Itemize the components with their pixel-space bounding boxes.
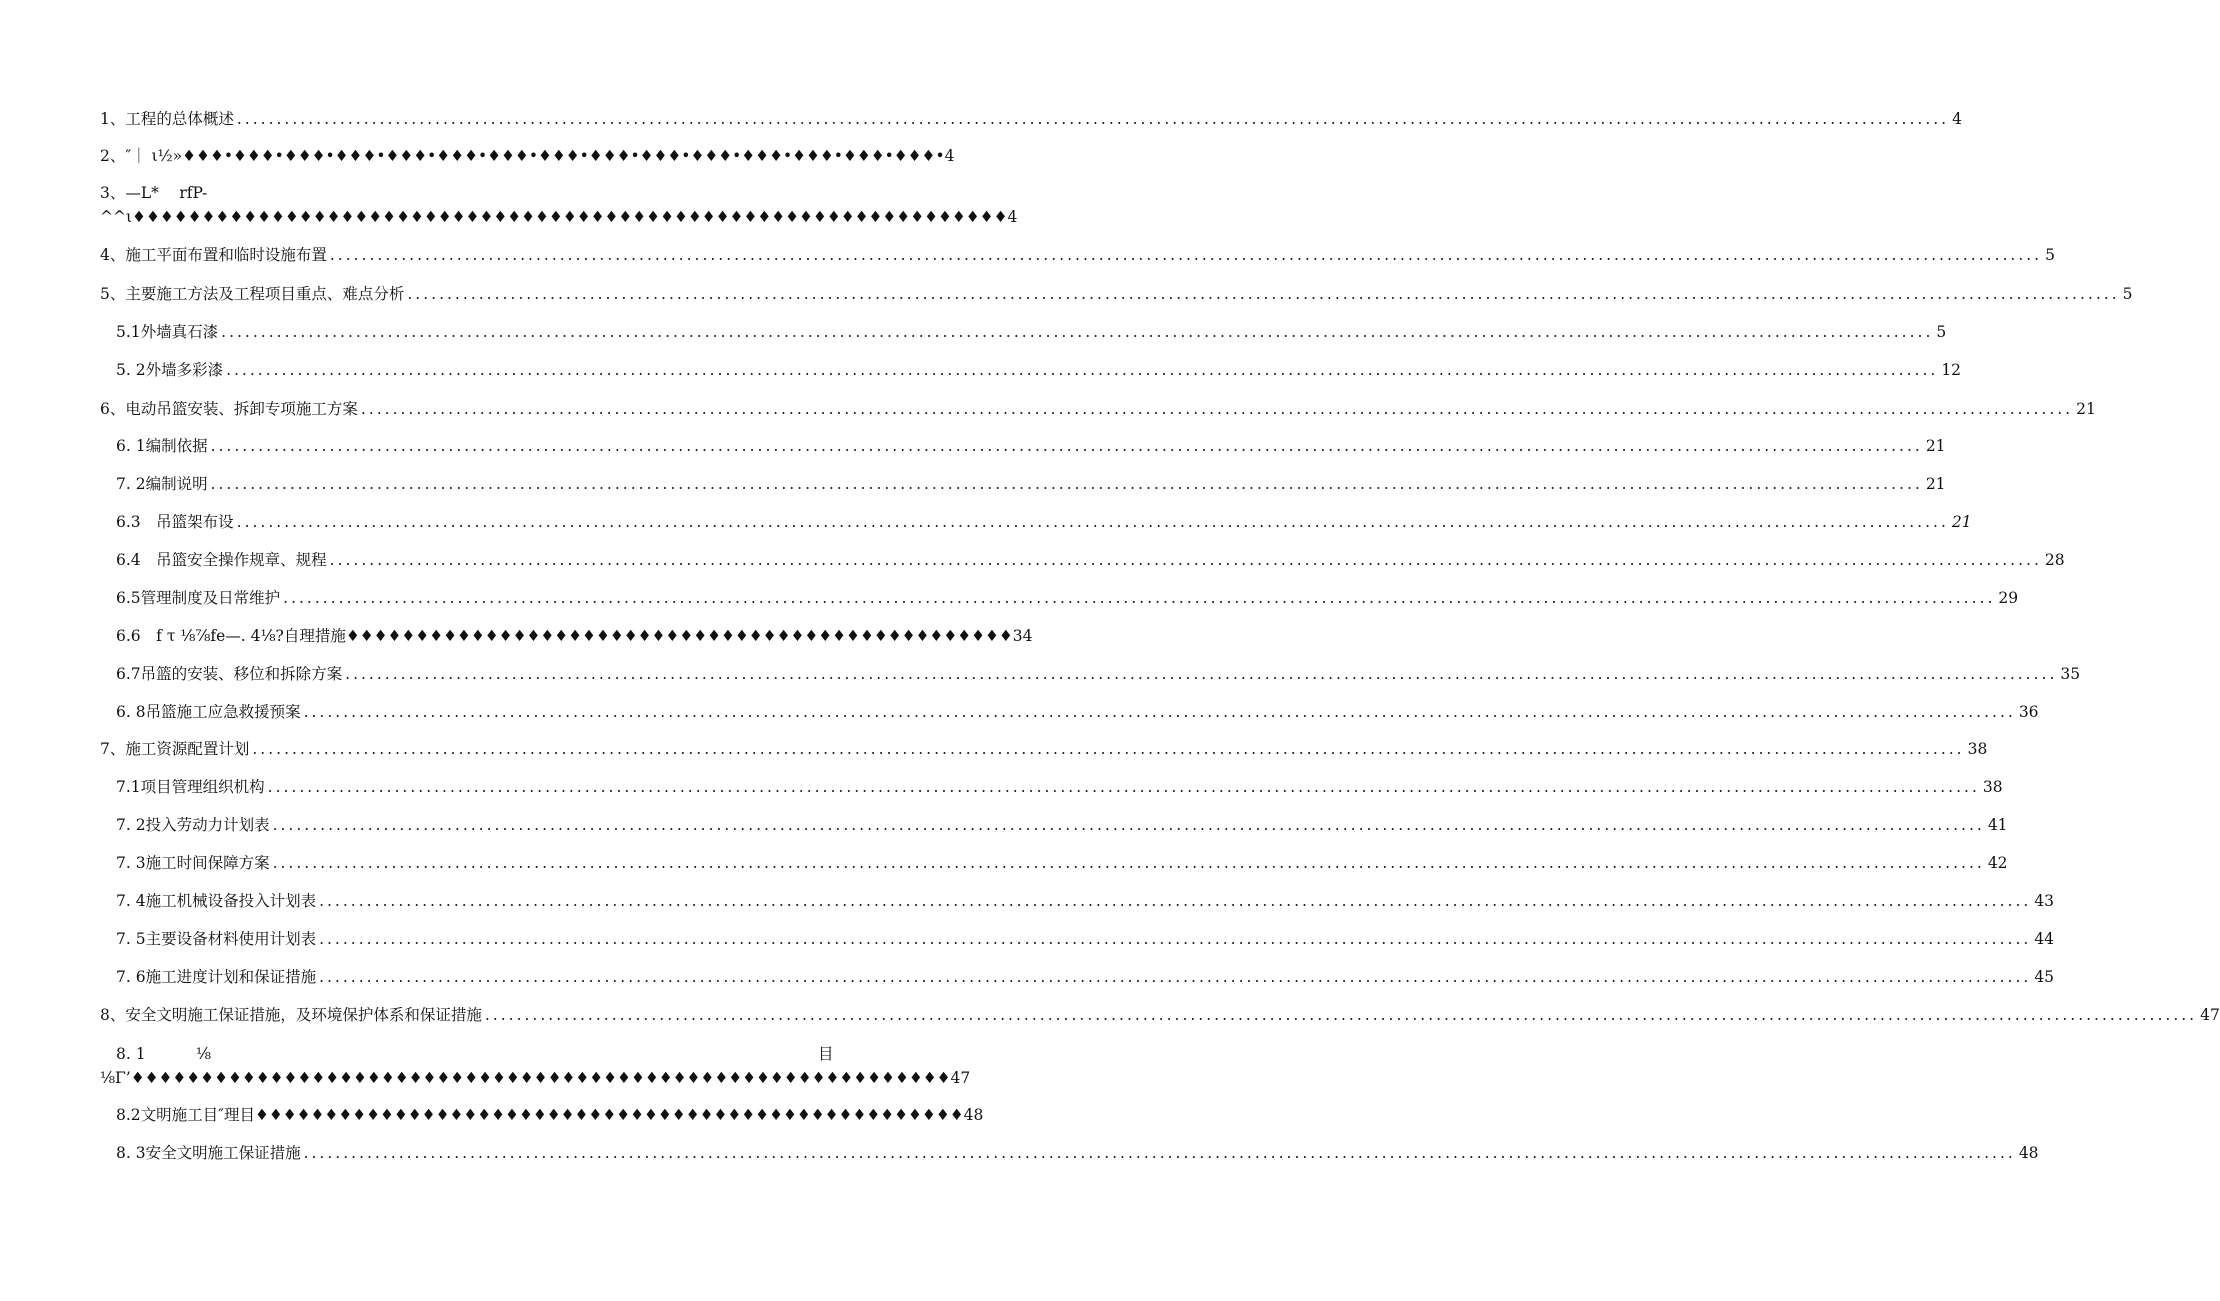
toc-entry-6[interactable]: 6、电动吊篮安装、拆卸专项施工方案 ..... 21 <box>100 397 834 421</box>
toc-entry-7-2a[interactable]: 7. 2编制说明 ..... 21 <box>116 472 834 496</box>
toc-entry-7-6[interactable]: 7. 6施工进度计划和保证措施 ..... 45 <box>116 965 834 989</box>
dot-leader <box>211 434 1923 458</box>
toc-entry-1[interactable]: 1、工程的总体概述 ..... 4 <box>100 107 834 131</box>
toc-entry-8-3[interactable]: 8. 3安全文明施工保证措施 ..... 48 <box>116 1141 834 1165</box>
dot-leader <box>319 889 2031 913</box>
dot-leader <box>304 1141 2016 1165</box>
toc-entry-7-2[interactable]: 7. 2投入劳动力计划表 ..... 41 <box>116 813 834 837</box>
toc-entry-8-1-number[interactable]: 8. 1 <box>116 1045 146 1063</box>
toc-entry-6-6-garbled[interactable]: 6.6 f τ ⅛⅞fe—. 4⅛?自理措施♦♦♦♦♦♦♦♦♦♦♦♦♦♦♦♦♦♦♦♦♦♦♦♦♦♦♦♦♦♦♦♦♦♦♦♦♦♦♦♦♦♦♦♦♦♦♦♦34 <box>116 627 1033 645</box>
toc-entry-6-8[interactable]: 6. 8吊篮施工应急救援预案 ..... 36 <box>116 700 834 724</box>
dot-leader <box>237 510 1949 534</box>
dot-leader <box>485 1003 2197 1027</box>
toc-entry-8-1-garbled-end: 目 <box>818 1045 834 1063</box>
dot-leader <box>252 737 1964 761</box>
toc-entry-8-1-garbled-mark: ⅛ <box>196 1045 212 1063</box>
dot-leader <box>221 320 1933 344</box>
dot-leader <box>268 775 1980 799</box>
toc-entry-8-1-garbled-line2[interactable]: ⅛Γ’♦♦♦♦♦♦♦♦♦♦♦♦♦♦♦♦♦♦♦♦♦♦♦♦♦♦♦♦♦♦♦♦♦♦♦♦♦♦♦♦♦♦♦♦♦♦♦♦♦♦♦♦♦♦♦♦♦♦♦47 <box>100 1069 971 1087</box>
toc-entry-3-garbled-line1[interactable]: 3、—L* rfP- <box>100 184 208 202</box>
dot-leader <box>226 358 1938 382</box>
toc-entry-6-5[interactable]: 6.5管理制度及日常维护 ..... 29 <box>116 586 834 610</box>
dot-leader <box>211 472 1923 496</box>
dot-leader <box>407 282 2119 306</box>
toc-entry-8-2-garbled[interactable]: 8.2文明施工目″理目♦♦♦♦♦♦♦♦♦♦♦♦♦♦♦♦♦♦♦♦♦♦♦♦♦♦♦♦♦♦♦♦♦♦♦♦♦♦♦♦♦♦♦♦♦♦♦♦♦♦♦48 <box>116 1106 984 1124</box>
dot-leader <box>273 813 1985 837</box>
dot-leader <box>237 107 1949 131</box>
toc-entry-7[interactable]: 7、施工资源配置计划 ..... 38 <box>100 737 834 761</box>
dot-leader <box>319 927 2031 951</box>
toc-entry-7-3[interactable]: 7. 3施工时间保障方案 ..... 42 <box>116 851 834 875</box>
dot-leader <box>330 243 2042 267</box>
toc-entry-2-garbled[interactable]: 2、″｜ ι½»♦♦♦•♦♦♦•♦♦♦•♦♦♦•♦♦♦•♦♦♦•♦♦♦•♦♦♦•♦♦♦•♦♦♦•♦♦♦•♦♦♦•♦♦♦•♦♦♦•♦♦♦•4 <box>100 147 955 165</box>
toc-entry-6-1[interactable]: 6. 1编制依据 ..... 21 <box>116 434 834 458</box>
dot-leader <box>304 700 2016 724</box>
dot-leader <box>361 397 2073 421</box>
toc-entry-6-7[interactable]: 6.7吊篮的安装、移位和拆除方案 ..... 35 <box>116 662 834 686</box>
dot-leader <box>330 548 2042 572</box>
dot-leader <box>273 851 1985 875</box>
dot-leader <box>345 662 2057 686</box>
toc-entry-6-3[interactable]: 6.3 吊篮架布设 ..... 21 <box>116 510 834 534</box>
toc-entry-7-4[interactable]: 7. 4施工机械设备投入计划表 ..... 43 <box>116 889 834 913</box>
toc-entry-7-5[interactable]: 7. 5主要设备材料使用计划表 ..... 44 <box>116 927 834 951</box>
toc-entry-7-1[interactable]: 7.1项目管理组织机构 ..... 38 <box>116 775 834 799</box>
dot-leader <box>319 965 2031 989</box>
toc-entry-3-garbled-line2[interactable]: ^^ι♦♦♦♦♦♦♦♦♦♦♦♦♦♦♦♦♦♦♦♦♦♦♦♦♦♦♦♦♦♦♦♦♦♦♦♦♦♦♦♦♦♦♦♦♦♦♦♦♦♦♦♦♦♦♦♦♦♦♦♦♦♦♦4 <box>100 208 1018 226</box>
toc-entry-6-4[interactable]: 6.4 吊篮安全操作规章、规程 ..... 28 <box>116 548 834 572</box>
toc-entry-4[interactable]: 4、施工平面布置和临时设施布置 ..... 5 <box>100 243 834 267</box>
toc-entry-5[interactable]: 5、主要施工方法及工程项目重点、难点分析 ..... 5 <box>100 282 834 306</box>
toc-entry-8[interactable]: 8、安全文明施工保证措施，及环境保护体系和保证措施 ..... 47 <box>100 1003 834 1027</box>
toc-entry-5-2[interactable]: 5. 2外墙多彩漆 ..... 12 <box>116 358 834 382</box>
toc-entry-5-1[interactable]: 5.1外墙真石漆 ..... 5 <box>116 320 834 344</box>
dot-leader <box>283 586 1995 610</box>
